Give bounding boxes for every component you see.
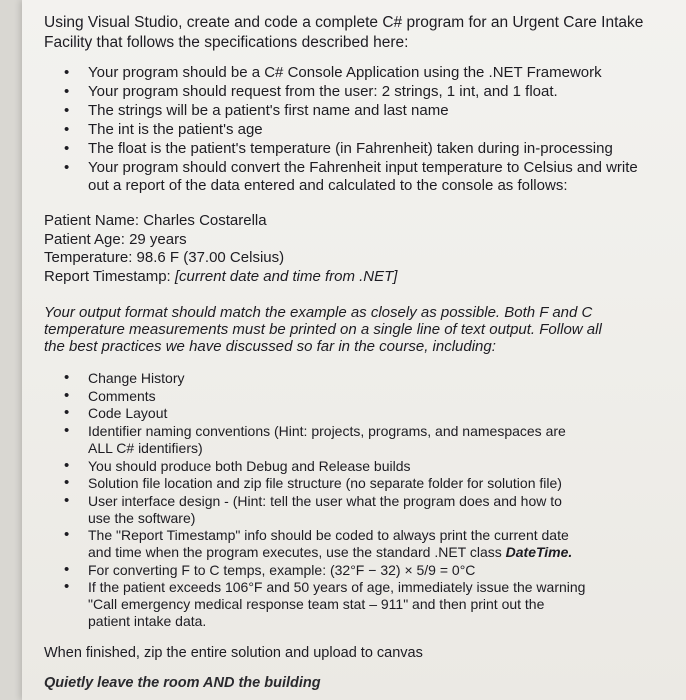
list-item: • The strings will be a patient's first name and last name [64,102,449,119]
list-item: • The "Report Timestamp" info should be coded to always print the current date and time when the program executes, use the standard .NET class DateTime. [64,526,573,561]
cutoff-line: Quietly leave the room AND the building [44,674,321,691]
list-item: • The int is the patient's age [64,121,263,138]
bullet-icon: • [64,578,70,596]
list-item: • Change History [64,369,185,386]
best-practices-list [64,369,588,630]
list-item: • You should produce both Debug and Release builds [64,456,411,474]
datetime-class-name: DateTime. [505,544,573,561]
report-age-line: Patient Age: 29 years [44,230,187,248]
bullet-icon: • [64,456,70,474]
requirements-list [64,64,648,195]
list-item: • Solution file location and zip file structure (no separate folder for solution file) [64,474,562,492]
bullet-icon: • [64,474,70,492]
report-name-line: Patient Name: Charles Costarella [44,212,267,229]
timestamp-placeholder: [current date and time from .NET] [174,267,398,285]
finish-instruction: When finished, zip the entire solution and upload to canvas [44,644,423,661]
list-item: • For converting F to C temps, example: (32°F − 32) × 5/9 = 0°C [64,560,476,578]
list-item: • Identifier naming conventions (Hint: projects, programs, and namespaces are ALL C# identifiers) [64,422,566,456]
sample-report [44,212,664,286]
format-note: Your output format should match the example as closely as possible. Both F and C temperature measurements must be printed on a single line of text output. Follow all the best practices we have discussed so far in the course, including: [44,304,602,355]
bullet-icon: • [64,491,70,509]
list-item: • Your program should convert the Fahrenheit input temperature to Celsius and write out a report of the data entered and calculated to the console as follows: [64,159,638,194]
bullet-icon: • [64,159,70,176]
list-item: • User interface design - (Hint: tell the user what the program does and how to use the software) [64,491,562,526]
list-item: • Comments [64,386,156,404]
bullet-icon: • [64,386,70,404]
bullet-icon: • [64,560,70,578]
list-item: • Code Layout [64,404,168,422]
document-content [44,13,664,692]
bullet-icon: • [64,369,70,386]
bullet-icon: • [64,404,70,422]
report-timestamp-line: Report Timestamp: [current date and time from .NET] [44,267,398,285]
report-temperature-line: Temperature: 98.6 F (37.00 Celsius) [44,249,285,266]
list-item: • If the patient exceeds 106°F and 50 years of age, immediately issue the warning "Call emergency medical response team stat – 911" and then print out the patient intake data. [64,578,586,629]
document-page [22,0,686,700]
bullet-icon: • [64,64,70,81]
bullet-icon: • [64,526,70,544]
list-item: • Your program should be a C# Console Application using the .NET Framework [64,64,602,81]
bullet-icon: • [64,140,70,157]
intro-paragraph: Using Visual Studio, create and code a complete C# program for an Urgent Care Intake Facility that follows the specifications described here: [44,14,644,51]
bullet-icon: • [64,102,70,119]
bullet-icon: • [64,422,70,440]
bullet-icon: • [64,83,70,100]
list-item: • The float is the patient's temperature (in Fahrenheit) taken during in-processing [64,140,613,157]
bullet-icon: • [64,121,70,138]
list-item: • Your program should request from the user: 2 strings, 1 int, and 1 float. [64,83,558,100]
